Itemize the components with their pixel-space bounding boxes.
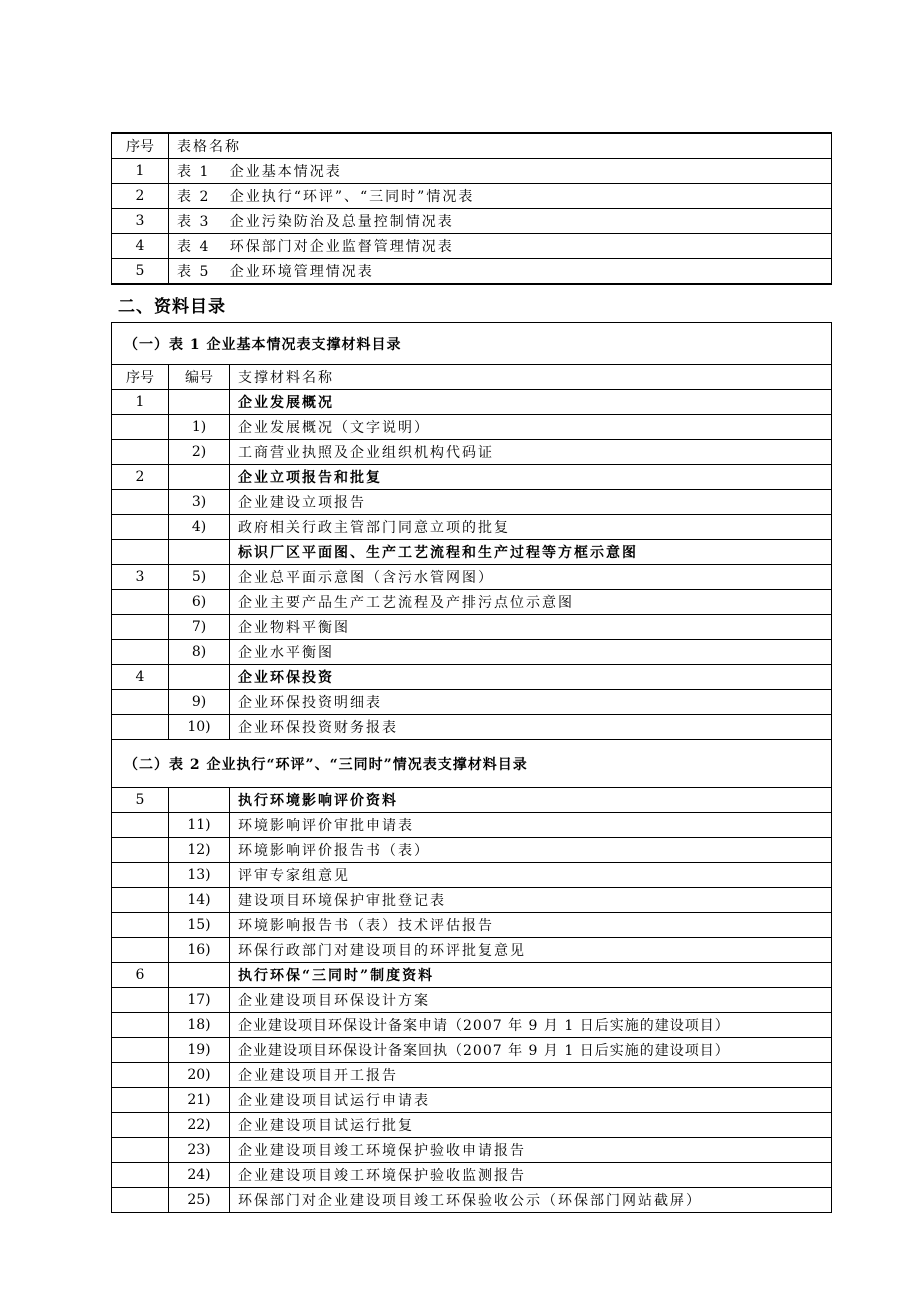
forms-table <box>111 132 832 285</box>
item-code: 10) <box>169 715 230 740</box>
empty-cell <box>169 788 230 813</box>
table-row <box>112 1063 832 1088</box>
row-seq: 3 <box>112 208 169 233</box>
table-row <box>112 565 832 590</box>
item-name: 企业主要产品生产工艺流程及产排污点位示意图 <box>230 590 832 615</box>
item-code: 22) <box>169 1113 230 1138</box>
table-row <box>112 615 832 640</box>
empty-cell <box>112 715 169 740</box>
table-row <box>112 515 832 540</box>
table-row <box>112 640 832 665</box>
item-name: 环境影响报告书（表）技术评估报告 <box>230 913 832 938</box>
table-row <box>112 1188 832 1213</box>
item-code: 15) <box>169 913 230 938</box>
table-header-row <box>112 133 832 158</box>
table-row <box>112 913 832 938</box>
item-name: 企业水平衡图 <box>230 640 832 665</box>
item-name: 企业建设立项报告 <box>230 490 832 515</box>
table-row <box>112 838 832 863</box>
row-form-name: 表 2 企业执行“环评”、“三同时”情况表 <box>169 183 832 208</box>
group-seq: 6 <box>112 963 169 988</box>
table-row <box>112 490 832 515</box>
item-name: 评审专家组意见 <box>230 863 832 888</box>
header-material-name: 支撑材料名称 <box>230 365 832 390</box>
header-seq: 序号 <box>112 133 169 158</box>
group-row <box>112 963 832 988</box>
item-name: 企业环保投资财务报表 <box>230 715 832 740</box>
empty-cell <box>112 863 169 888</box>
row-form-name: 表 4 环保部门对企业监督管理情况表 <box>169 233 832 258</box>
item-name: 企业建设项目竣工环境保护验收监测报告 <box>230 1163 832 1188</box>
empty-cell <box>112 1088 169 1113</box>
group-row <box>112 665 832 690</box>
row-seq: 5 <box>112 258 169 284</box>
item-code: 14) <box>169 888 230 913</box>
table-row <box>112 863 832 888</box>
item-code: 23) <box>169 1138 230 1163</box>
empty-cell <box>112 540 169 565</box>
empty-cell <box>112 988 169 1013</box>
empty-cell <box>112 938 169 963</box>
empty-cell <box>112 1188 169 1213</box>
table-row <box>112 183 832 208</box>
item-code: 18) <box>169 1013 230 1038</box>
item-name: 环境影响评价审批申请表 <box>230 813 832 838</box>
empty-cell <box>112 1063 169 1088</box>
group-seq: 5 <box>112 788 169 813</box>
table-row <box>112 888 832 913</box>
empty-cell <box>112 440 169 465</box>
item-name: 环保行政部门对建设项目的环评批复意见 <box>230 938 832 963</box>
empty-cell <box>112 1138 169 1163</box>
table-row <box>112 1138 832 1163</box>
group-row <box>112 788 832 813</box>
group-title: 企业环保投资 <box>230 665 832 690</box>
item-code: 6) <box>169 590 230 615</box>
item-code: 25) <box>169 1188 230 1213</box>
group-seq: 4 <box>112 665 169 690</box>
table-row <box>112 233 832 258</box>
section-title-row <box>112 740 832 788</box>
item-code: 12) <box>169 838 230 863</box>
group-title: 企业立项报告和批复 <box>230 465 832 490</box>
table-row <box>112 690 832 715</box>
group-seq: 2 <box>112 465 169 490</box>
table-row <box>112 1163 832 1188</box>
table-row <box>112 988 832 1013</box>
item-code: 1) <box>169 415 230 440</box>
item-name: 工商营业执照及企业组织机构代码证 <box>230 440 832 465</box>
empty-cell <box>169 665 230 690</box>
item-code: 3) <box>169 490 230 515</box>
header-form-name: 表格名称 <box>169 133 832 158</box>
table-row <box>112 1088 832 1113</box>
table-row <box>112 938 832 963</box>
item-code: 16) <box>169 938 230 963</box>
item-name: 政府相关行政主管部门同意立项的批复 <box>230 515 832 540</box>
group-row <box>112 540 832 565</box>
empty-cell <box>112 590 169 615</box>
empty-cell <box>112 838 169 863</box>
item-name: 企业建设项目竣工环境保护验收申请报告 <box>230 1138 832 1163</box>
item-code: 24) <box>169 1163 230 1188</box>
materials-table <box>111 322 832 1213</box>
item-name: 企业总平面示意图（含污水管网图） <box>230 565 832 590</box>
item-name: 建设项目环境保护审批登记表 <box>230 888 832 913</box>
item-name: 企业物料平衡图 <box>230 615 832 640</box>
empty-cell <box>112 640 169 665</box>
item-code: 2) <box>169 440 230 465</box>
group-title: 企业发展概况 <box>230 390 832 415</box>
empty-cell <box>169 390 230 415</box>
item-code: 7) <box>169 615 230 640</box>
empty-cell <box>112 813 169 838</box>
item-code: 19) <box>169 1038 230 1063</box>
empty-cell <box>112 690 169 715</box>
section-heading: 二、资料目录 <box>118 297 226 317</box>
table-row <box>112 813 832 838</box>
item-code: 11) <box>169 813 230 838</box>
group-title: 执行环保“三同时”制度资料 <box>230 963 832 988</box>
row-form-name: 表 1 企业基本情况表 <box>169 158 832 183</box>
table-row <box>112 1013 832 1038</box>
item-name: 企业建设项目开工报告 <box>230 1063 832 1088</box>
table-row <box>112 1113 832 1138</box>
empty-cell <box>112 1113 169 1138</box>
empty-cell <box>112 1038 169 1063</box>
table-row <box>112 440 832 465</box>
empty-cell <box>169 963 230 988</box>
table-row <box>112 715 832 740</box>
item-name: 企业建设项目试运行批复 <box>230 1113 832 1138</box>
table-row <box>112 258 832 284</box>
item-code: 9) <box>169 690 230 715</box>
empty-cell <box>112 615 169 640</box>
header-seq: 序号 <box>112 365 169 390</box>
item-code: 21) <box>169 1088 230 1113</box>
section-title-row <box>112 323 832 365</box>
item-name: 企业建设项目环保设计方案 <box>230 988 832 1013</box>
table-row <box>112 158 832 183</box>
item-code: 4) <box>169 515 230 540</box>
row-seq: 4 <box>112 233 169 258</box>
item-name: 环保部门对企业建设项目竣工环保验收公示（环保部门网站截屏） <box>230 1188 832 1213</box>
item-code: 20) <box>169 1063 230 1088</box>
empty-cell <box>112 490 169 515</box>
row-seq: 2 <box>112 183 169 208</box>
item-name: 企业环保投资明细表 <box>230 690 832 715</box>
table-header-row <box>112 365 832 390</box>
group-row <box>112 465 832 490</box>
item-name: 环境影响评价报告书（表） <box>230 838 832 863</box>
section1-title: （一）表 1 企业基本情况表支撑材料目录 <box>112 323 832 365</box>
item-code: 5) <box>169 565 230 590</box>
empty-cell <box>112 888 169 913</box>
empty-cell <box>169 465 230 490</box>
group-seq: 3 <box>112 565 169 590</box>
group-title: 执行环境影响评价资料 <box>230 788 832 813</box>
group-title: 标识厂区平面图、生产工艺流程和生产过程等方框示意图 <box>230 540 832 565</box>
table-row <box>112 590 832 615</box>
header-code: 编号 <box>169 365 230 390</box>
empty-cell <box>169 540 230 565</box>
empty-cell <box>112 1163 169 1188</box>
group-row <box>112 390 832 415</box>
item-code: 8) <box>169 640 230 665</box>
item-name: 企业建设项目环保设计备案申请（2007 年 9 月 1 日后实施的建设项目） <box>230 1013 832 1038</box>
empty-cell <box>112 515 169 540</box>
group-seq: 1 <box>112 390 169 415</box>
table-row <box>112 415 832 440</box>
row-seq: 1 <box>112 158 169 183</box>
table-row <box>112 1038 832 1063</box>
empty-cell <box>112 415 169 440</box>
table-row <box>112 208 832 233</box>
item-name: 企业建设项目试运行申请表 <box>230 1088 832 1113</box>
item-name: 企业建设项目环保设计备案回执（2007 年 9 月 1 日后实施的建设项目） <box>230 1038 832 1063</box>
item-name: 企业发展概况（文字说明） <box>230 415 832 440</box>
row-form-name: 表 5 企业环境管理情况表 <box>169 258 832 284</box>
empty-cell <box>112 913 169 938</box>
empty-cell <box>112 1013 169 1038</box>
item-code: 13) <box>169 863 230 888</box>
row-form-name: 表 3 企业污染防治及总量控制情况表 <box>169 208 832 233</box>
item-code: 17) <box>169 988 230 1013</box>
section2-title: （二）表 2 企业执行“环评”、“三同时”情况表支撑材料目录 <box>112 740 832 788</box>
